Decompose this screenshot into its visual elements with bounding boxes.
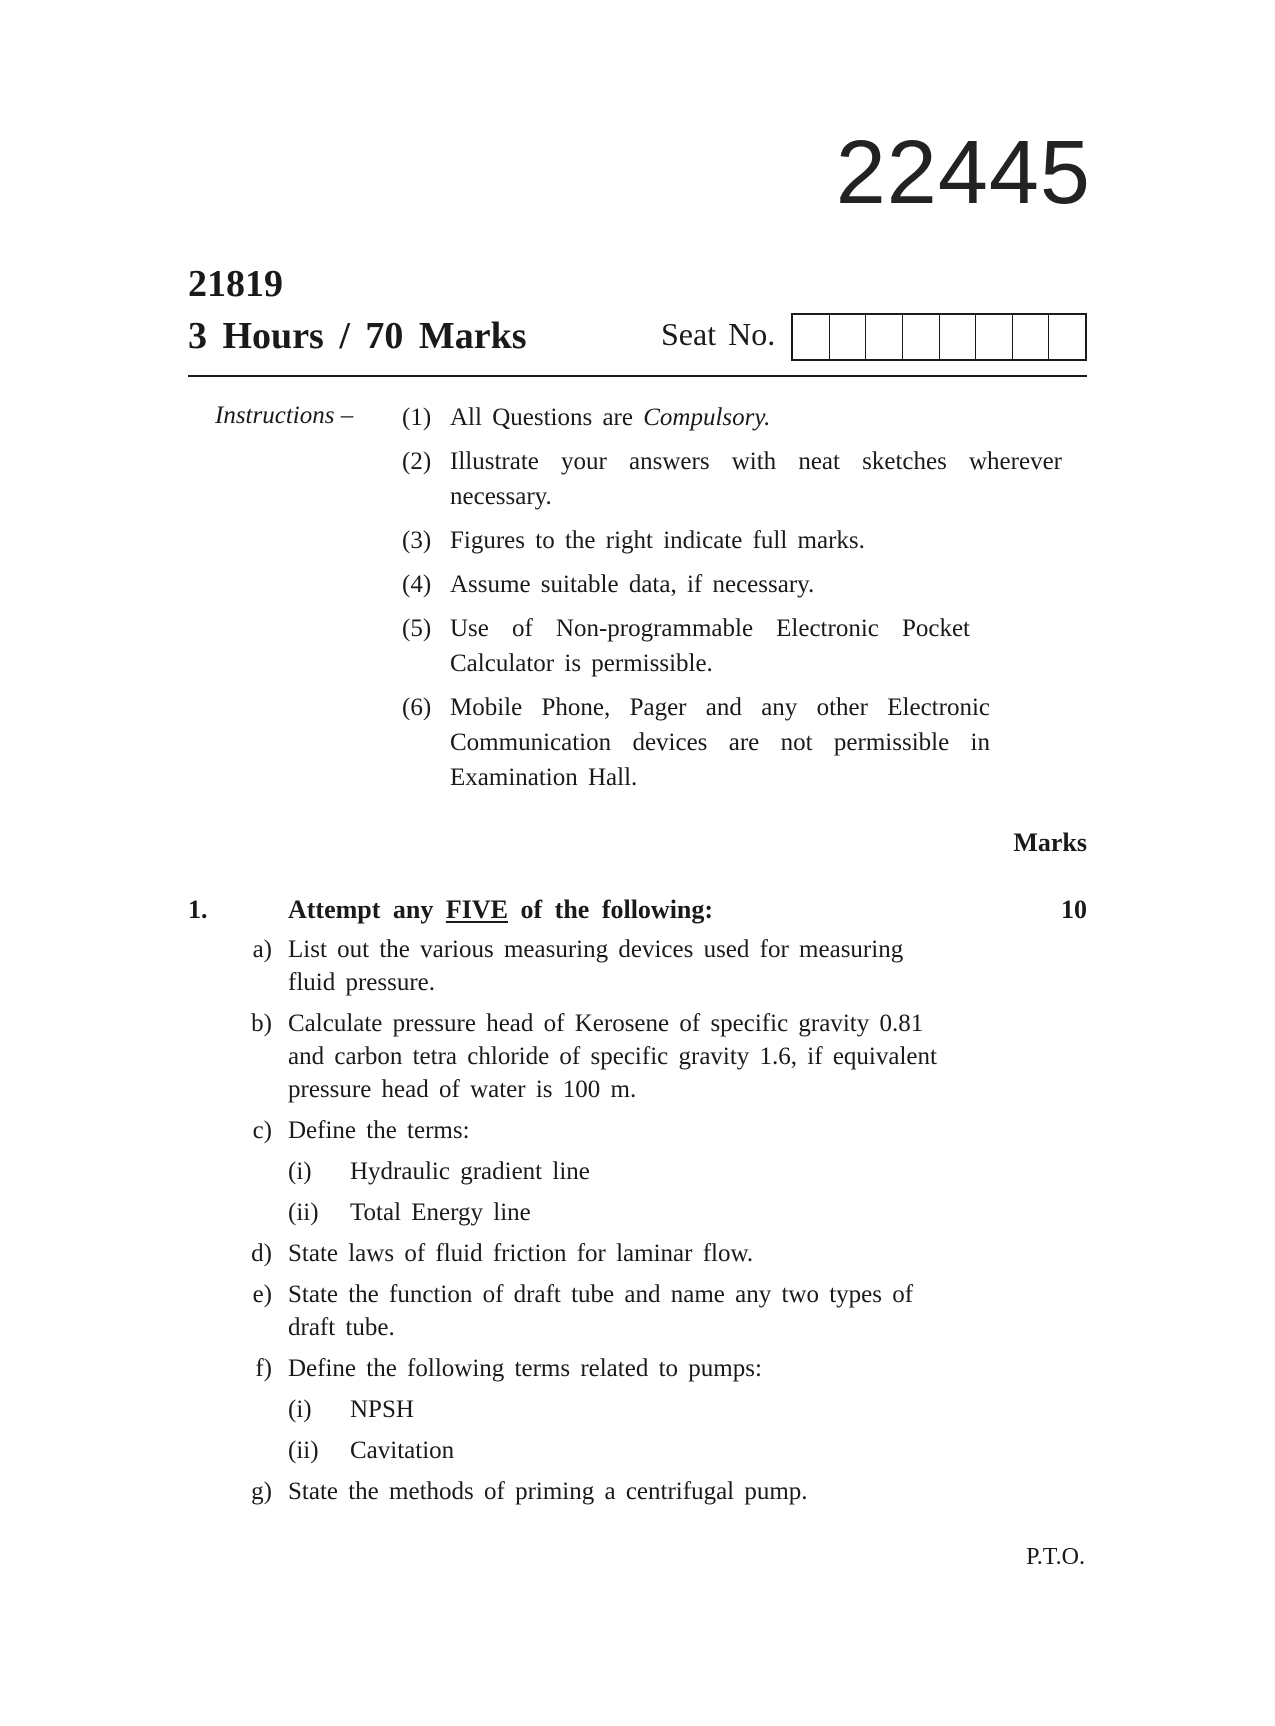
subitem-text: NPSH <box>350 1396 414 1423</box>
subitem-label: (ii) <box>288 1199 319 1226</box>
seat-number-box <box>940 315 977 359</box>
part-text: List out the various measuring devices used for measuring fluid pressure. <box>288 936 904 996</box>
page-turn-over: P.T.O. <box>1026 1544 1085 1570</box>
part-text: State laws of fluid friction for laminar flow. <box>288 1240 754 1267</box>
instruction-item <box>402 690 1062 795</box>
instruction-text: Illustrate your answers with neat sketches wherever necessary. <box>450 448 1062 510</box>
question-part-a <box>232 933 1022 999</box>
question-part-f <box>232 1352 1022 1467</box>
instruction-number: (6) <box>402 694 432 721</box>
instructions-heading: Instructions – <box>215 402 354 429</box>
question-part-d <box>232 1237 1022 1270</box>
header-divider <box>188 375 1087 377</box>
seat-number-box <box>976 315 1013 359</box>
question-prefix: Attempt any <box>288 895 434 924</box>
instruction-text <box>450 400 1062 435</box>
part-label: e) <box>252 1281 272 1308</box>
part-subitem <box>288 1196 1022 1229</box>
instruction-text: Use of Non-programmable Electronic Pocket Calculator is permissible. <box>450 615 970 677</box>
instruction-emphasis: Compulsory. <box>643 404 771 431</box>
part-text: State the methods of priming a centrifugal pump. <box>288 1478 808 1505</box>
instruction-number: (3) <box>402 527 432 554</box>
question-marks: 10 <box>1061 895 1087 924</box>
exam-code: 21819 <box>188 263 283 305</box>
instruction-text: Figures to the right indicate full marks. <box>450 527 865 554</box>
question-part-g <box>232 1475 1022 1508</box>
instruction-text: Assume suitable data, if necessary. <box>450 571 815 598</box>
instruction-item <box>402 523 1062 558</box>
instruction-number: (4) <box>402 571 432 598</box>
question-1-heading <box>188 894 1087 925</box>
part-label: f) <box>255 1355 272 1382</box>
instruction-text-main: All Questions are <box>450 404 633 431</box>
part-label: a) <box>252 936 272 963</box>
instructions-list <box>402 400 1062 804</box>
part-text: State the function of draft tube and name any two types of draft tube. <box>288 1281 914 1341</box>
question-part-b <box>232 1007 1022 1106</box>
part-text: Define the terms: <box>288 1117 470 1144</box>
instruction-text: Mobile Phone, Pager and any other Electronic Communication devices are not permissible in Examination Hall. <box>450 694 990 791</box>
seat-number-box <box>1013 315 1050 359</box>
question-prompt <box>288 894 1027 925</box>
question-part-c <box>232 1114 1022 1229</box>
part-subitem <box>288 1434 1022 1467</box>
duration-marks: 3 Hours / 70 Marks <box>188 315 527 357</box>
instruction-item <box>402 400 1062 435</box>
seat-number-box <box>903 315 940 359</box>
part-body <box>288 1114 1022 1229</box>
question-suffix: of the following: <box>520 895 714 924</box>
subitem-text: Total Energy line <box>350 1199 531 1226</box>
instruction-number: (5) <box>402 615 432 642</box>
question-part-e <box>232 1278 1022 1344</box>
seat-number-box <box>793 315 830 359</box>
marks-column-heading: Marks <box>1013 828 1087 857</box>
seat-number-box <box>830 315 867 359</box>
paper-code: 22445 <box>835 123 1091 223</box>
seat-number-box <box>866 315 903 359</box>
instruction-number: (2) <box>402 448 432 475</box>
part-body <box>288 1352 1022 1467</box>
instruction-item <box>402 611 1062 681</box>
subitem-label: (i) <box>288 1158 312 1185</box>
part-label: d) <box>251 1240 272 1267</box>
part-label: c) <box>252 1117 272 1144</box>
instruction-number: (1) <box>402 404 432 431</box>
subitem-label: (i) <box>288 1396 312 1423</box>
seat-number-label: Seat No. <box>661 316 776 352</box>
subitem-label: (ii) <box>288 1437 319 1464</box>
question-parts <box>232 933 1022 1516</box>
part-label: b) <box>251 1010 272 1037</box>
part-subitem <box>288 1155 1022 1188</box>
seat-number-boxes <box>791 313 1087 361</box>
question-number: 1. <box>188 895 208 924</box>
part-label: g) <box>251 1478 272 1505</box>
subitem-text: Hydraulic gradient line <box>350 1158 590 1185</box>
instruction-item <box>402 567 1062 602</box>
part-subitem <box>288 1393 1022 1426</box>
part-text: Calculate pressure head of Kerosene of specific gravity 0.81 and carbon tetra chloride of specific gravity 1.6, if equivalent pressure head of water is 100 m. <box>288 1010 937 1103</box>
instruction-item <box>402 444 1062 514</box>
part-text: Define the following terms related to pumps: <box>288 1355 762 1382</box>
question-underlined-word: FIVE <box>445 895 508 924</box>
seat-number-box <box>1049 315 1085 359</box>
subitem-text: Cavitation <box>350 1437 455 1464</box>
